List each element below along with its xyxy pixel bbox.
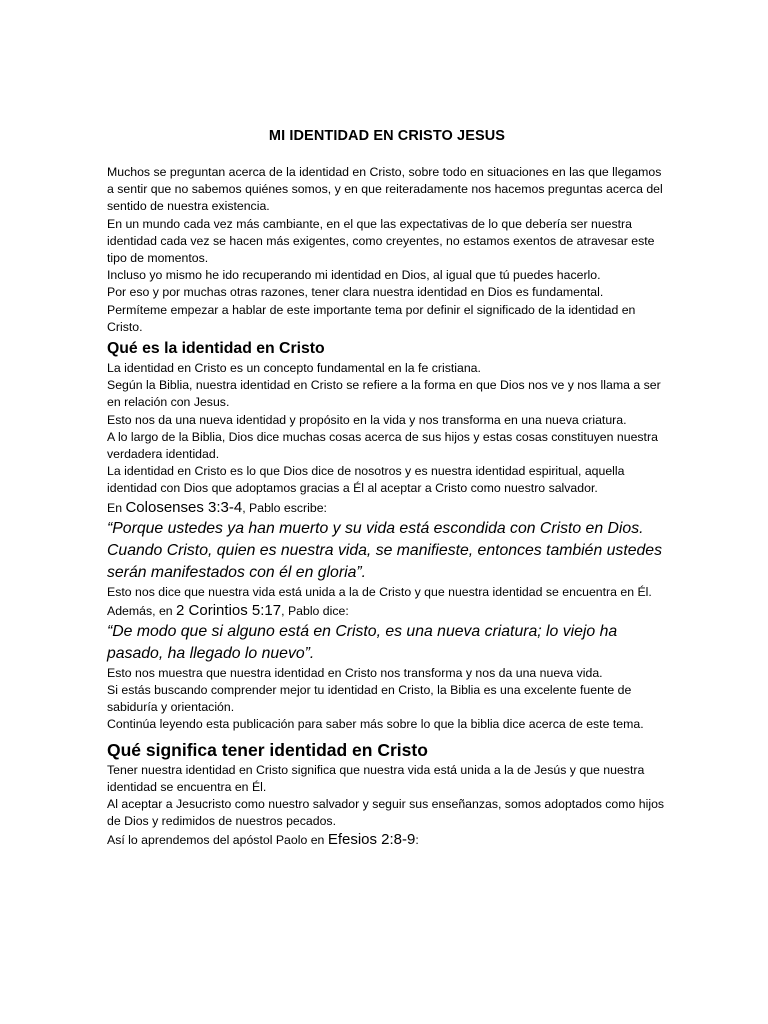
- scripture-reference-corintios: 2 Corintios 5:17: [176, 601, 282, 619]
- ref-prefix: Así lo aprendemos del apóstol Paolo en: [107, 833, 328, 848]
- ref-suffix: , Pablo escribe:: [242, 500, 327, 515]
- scripture-intro-colosenses: [107, 498, 667, 518]
- section1-closing-1: Esto nos muestra que nuestra identidad en Cristo nos transforma y nos da una nueva vida.: [107, 665, 603, 680]
- section-what-is-identity: [107, 339, 667, 734]
- section1-heading: Qué es la identidad en Cristo: [107, 340, 325, 358]
- section1-closing-3: Continúa leyendo esta publicación para saber más sobre lo que la biblia dice acerca de este tema.: [107, 717, 644, 732]
- section1-paragraph-4: A lo largo de la Biblia, Dios dice muchas cosas acerca de sus hijos y estas cosas constituyen nuestra verdadera identidad.: [107, 429, 658, 462]
- ref-suffix: :: [415, 833, 419, 848]
- ref-prefix: En: [107, 500, 126, 515]
- intro-paragraph-3: Incluso yo mismo he ido recuperando mi identidad en Dios, al igual que tú puedes hacerlo.: [107, 268, 601, 283]
- section1-closing-2: Si estás buscando comprender mejor tu identidad en Cristo, la Biblia es una excelente fuente de sabiduría y orientación.: [107, 683, 632, 715]
- intro-paragraph-5: Permíteme empezar a hablar de este importante tema por definir el significado de la identidad en Cristo.: [107, 302, 636, 334]
- ref-prefix: Además, en: [107, 603, 177, 618]
- ref-suffix: , Pablo dice:: [281, 603, 349, 618]
- intro-paragraph-2: En un mundo cada vez más cambiante, en el que las expectativas de lo que debería ser nuestra identidad cada vez se hacen más exigentes, como creyentes, no estamos exentos de atravesar este tipo de momentos.: [107, 216, 655, 266]
- section1-paragraph-3: Esto nos da una nueva identidad y propósito en la vida y nos transforma en una nueva criatura.: [107, 412, 627, 427]
- section-what-it-means: [107, 739, 667, 851]
- intro-section: [107, 164, 667, 336]
- document-body: [107, 128, 667, 850]
- scripture-quote-colosenses-1: “Porque ustedes ya han muerto y su vida está escondida con Cristo en Dios.: [107, 519, 644, 537]
- scripture-intro-efesios: [107, 830, 667, 850]
- section2-paragraph-1: Tener nuestra identidad en Cristo significa que nuestra vida está unida a la de Jesús y que nuestra identidad se encuentra en Él.: [107, 762, 645, 794]
- scripture-quote-corintios: “De modo que si alguno está en Cristo, es una nueva criatura; lo viejo ha pasado, ha llegado lo nuevo”.: [107, 622, 618, 662]
- scripture-intro-corintios: [107, 601, 667, 621]
- section1-paragraph-2: Según la Biblia, nuestra identidad en Cristo se refiere a la forma en que Dios nos ve y nos llama a ser en relación con Jesus.: [107, 378, 661, 410]
- quote1-explanation: Esto nos dice que nuestra vida está unida a la de Cristo y que nuestra identidad se encuentra en Él.: [107, 584, 652, 599]
- section1-paragraph-5: La identidad en Cristo es lo que Dios dice de nosotros y es nuestra identidad espiritual, aquella identidad con Dios que adoptamos gracias a Él al aceptar a Cristo como nuestro salvador.: [107, 464, 625, 496]
- intro-paragraph-1: Muchos se preguntan acerca de la identidad en Cristo, sobre todo en situaciones en las que llegamos a sentir que no sabemos quiénes somos, y en que reiteradamente nos hacemos preguntas acerca del sentido de nuestra existencia.: [107, 165, 663, 214]
- section1-paragraph-1: La identidad en Cristo es un concepto fundamental en la fe cristiana.: [107, 361, 481, 376]
- section2-heading: Qué significa tener identidad en Cristo: [107, 739, 428, 760]
- intro-paragraph-4: Por eso y por muchas otras razones, tener clara nuestra identidad en Dios es fundamental.: [107, 285, 604, 300]
- scripture-reference-efesios: Efesios 2:8-9: [327, 831, 416, 849]
- scripture-reference-colosenses: Colosenses 3:3-4: [125, 498, 243, 516]
- scripture-quote-colosenses-2: Cuando Cristo, quien es nuestra vida, se manifieste, entonces también ustedes serán manifestados con él en gloria”.: [107, 541, 662, 581]
- document-title: MI IDENTIDAD EN CRISTO JESUS: [268, 128, 506, 144]
- section2-paragraph-2: Al aceptar a Jesucristo como nuestro salvador y seguir sus enseñanzas, somos adoptados como hijos de Dios y redimidos de nuestros pecados.: [107, 797, 665, 829]
